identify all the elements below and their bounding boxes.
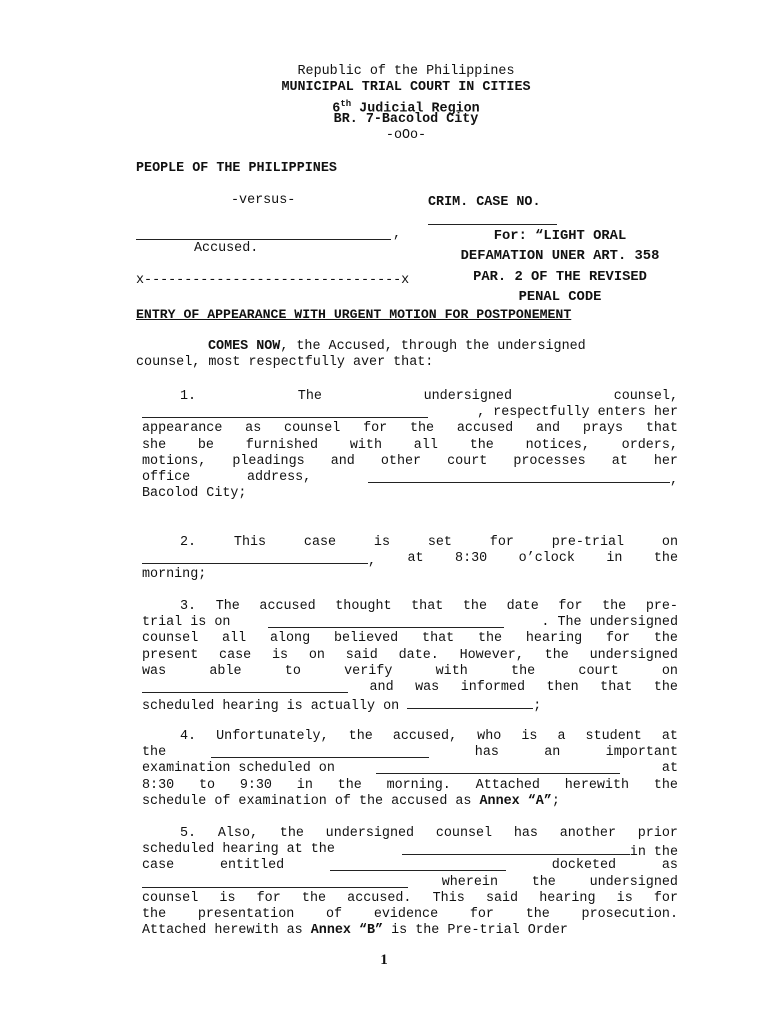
text-word: evidence [373, 906, 439, 922]
text-word: trial is on [142, 615, 231, 631]
text-word: address, [246, 469, 312, 485]
text-word: Bacolod City; [142, 486, 247, 502]
page-number: 1 [380, 952, 388, 968]
text-word: the [653, 551, 678, 567]
text-word: has [513, 826, 538, 841]
text-word: the [653, 679, 678, 695]
believed-date-blank[interactable] [268, 615, 504, 628]
text-word: all [222, 631, 247, 647]
text-word: believed [333, 631, 399, 647]
text-word: for [605, 631, 631, 647]
offense-line: PENAL CODE [518, 289, 602, 305]
text-word: set [427, 535, 452, 550]
text-word: to [198, 777, 216, 793]
text-word: verify [344, 663, 393, 679]
text-word: for [256, 890, 281, 906]
text-word: is the Pre-trial Order [383, 923, 568, 939]
text-word: presentation [197, 906, 295, 922]
text-word: is [373, 535, 390, 550]
caption-separator: x--------------------------------x [136, 273, 410, 288]
text-word: her [653, 453, 678, 469]
text-word: for [363, 421, 388, 437]
text-word: docketed [551, 858, 617, 874]
text-word: an [544, 745, 561, 761]
text-word: morning; [142, 567, 207, 583]
offense-line: For: “LIGHT ORAL [493, 229, 627, 244]
text-word: at [407, 551, 424, 567]
text-word: for [489, 535, 514, 550]
accused-name-blank[interactable] [136, 239, 391, 240]
text-word: the [301, 890, 327, 906]
exam-date-blank[interactable] [376, 761, 620, 774]
intro-text: , the Accused, through the undersigned [280, 339, 586, 354]
text-word: orders, [621, 437, 678, 453]
text-word: on [661, 663, 678, 679]
region-text: Judicial Region [351, 101, 480, 117]
text-word: is [616, 890, 633, 906]
text-word: counsel [142, 631, 199, 647]
text-word: 9:30 [239, 777, 272, 793]
text-word: a [557, 729, 566, 744]
text-word: that [411, 599, 444, 614]
text-word: undersigned [423, 389, 512, 404]
text-word: is [219, 890, 236, 906]
text-word: hearing [539, 890, 596, 906]
text-word: other [380, 453, 422, 469]
text-word: the [531, 874, 556, 890]
actual-hearing-date-blank[interactable] [407, 696, 533, 709]
versus: -versus- [231, 193, 296, 208]
text-word: the [348, 729, 373, 744]
text-word: the [602, 599, 627, 614]
text-word: 5. [180, 826, 197, 841]
prior-hearing-court-blank[interactable] [402, 842, 630, 855]
text-word: the [142, 745, 167, 761]
text-word: the [337, 777, 362, 793]
text-word: then [546, 679, 579, 695]
region-number: 6 [332, 101, 341, 117]
text-word: . The undersigned [541, 615, 678, 631]
text-word: herewith [564, 777, 630, 793]
text-word: was [142, 663, 167, 679]
text-word: undersigned [325, 826, 415, 841]
text-word: o’clock [518, 551, 575, 567]
text-word: on [661, 535, 678, 550]
text-word: Also, [217, 826, 259, 841]
text-word: wherein [441, 874, 498, 890]
text-word: The [297, 389, 322, 404]
text-word: student [585, 729, 642, 744]
text-word: accused [456, 421, 514, 437]
text-word: pre-trial [551, 535, 625, 550]
text-word: pleadings [232, 453, 305, 469]
text-word: for [653, 890, 678, 906]
accused-comma: , [393, 227, 402, 242]
case-no-label: CRIM. CASE NO. [428, 195, 541, 210]
text-word: processes [513, 453, 586, 469]
text-word: , [368, 554, 377, 570]
text-word: is [271, 647, 289, 663]
text-word: date. [398, 647, 439, 663]
text-word: furnished [245, 437, 319, 453]
header-republic: Republic of the Philippines [297, 64, 515, 79]
text-word: ; [551, 793, 560, 809]
text-word: , respectfully enters her [477, 405, 678, 421]
text-word: the [142, 906, 167, 922]
text-word: This [432, 890, 465, 906]
verify-date-blank[interactable] [142, 680, 348, 693]
intro-text-line2: counsel, most respectfully aver that: [136, 355, 434, 371]
paragraph-5 [142, 826, 678, 939]
text-word: accused, [392, 729, 458, 744]
text-word: and [535, 421, 561, 437]
text-word: at [611, 453, 628, 469]
text-word: able [209, 663, 242, 679]
text-word: that [422, 631, 455, 647]
text-word: Attached [475, 777, 540, 793]
text-word: on [308, 647, 325, 663]
text-word: schedule of examination of the accused as [142, 793, 480, 809]
counsel-name-blank[interactable] [142, 405, 428, 418]
text-word: at [661, 761, 678, 777]
text-word: with [435, 663, 468, 679]
intro-bold: COMES NOW [208, 339, 281, 354]
text-word: of [326, 906, 343, 922]
text-word: the [462, 599, 487, 614]
region-superscript: th [340, 99, 352, 109]
text-word: all [413, 437, 438, 453]
header-branch: BR. 7-Bacolod City [333, 112, 479, 127]
text-word: the [653, 631, 678, 647]
text-word: for [558, 599, 583, 614]
text-word: present [142, 647, 199, 663]
document-title: ENTRY OF APPEARANCE WITH URGENT MOTION FOR POSTPONEMENT [136, 307, 572, 322]
text-word: at [661, 729, 678, 744]
text-word: 3. [180, 599, 197, 614]
text-word: counsel, [613, 389, 678, 404]
text-word: the [469, 437, 494, 453]
offense-description [424, 227, 696, 308]
text-word: 8:30 [455, 551, 488, 567]
text-word: informed [460, 679, 526, 695]
text-word: as [661, 858, 678, 874]
text-word: undersigned [589, 647, 678, 663]
text-word: counsel [142, 890, 199, 906]
text-word: said [345, 647, 378, 663]
text-word: scheduled hearing is actually on [142, 699, 400, 715]
text-word: hearing [525, 631, 583, 647]
text-word: in the [629, 845, 678, 861]
text-word: case [303, 535, 337, 550]
text-word: court [447, 453, 488, 469]
text-word: 2. [180, 535, 197, 550]
text-word: Attached herewith as [142, 923, 311, 939]
text-word: was [415, 679, 440, 695]
paragraph-1 [142, 389, 678, 502]
text-word: the [511, 663, 536, 679]
text-word: counsel [284, 421, 341, 437]
text-word: important [605, 745, 678, 761]
text-word: has [474, 745, 499, 761]
accused-label: Accused. [194, 241, 259, 256]
text-word: entitled [219, 858, 285, 874]
office-address-blank[interactable] [368, 470, 670, 483]
text-word: scheduled hearing at the [142, 842, 335, 858]
text-word: prior [637, 826, 678, 841]
text-word: accused [259, 599, 316, 614]
annex-b: Annex “B” [310, 923, 384, 939]
text-word: , [669, 472, 678, 488]
paragraph-3 [142, 599, 678, 715]
text-word: the [653, 777, 678, 793]
text-word: office [142, 469, 191, 485]
text-word: prosecution. [581, 906, 678, 922]
text-word: notices, [525, 437, 590, 453]
case-no-blank[interactable] [428, 224, 557, 225]
docket-number-blank[interactable] [142, 875, 408, 888]
intro-paragraph [136, 339, 678, 371]
text-word: 8:30 [142, 777, 175, 793]
text-word: prays [582, 421, 624, 437]
text-word: thought [335, 599, 392, 614]
text-word: as [245, 421, 262, 437]
text-word: accused. [347, 890, 412, 906]
text-word: and [369, 679, 394, 695]
paragraph-4 [142, 729, 678, 810]
text-word: case [219, 647, 252, 663]
text-word: case [142, 858, 175, 874]
text-word: the [525, 906, 550, 922]
plaintiff: PEOPLE OF THE PHILIPPINES [136, 161, 337, 176]
text-word: The [215, 599, 240, 614]
text-word: for [469, 906, 494, 922]
text-word: to [284, 663, 301, 679]
offense-line: PAR. 2 OF THE REVISED [473, 269, 647, 285]
text-word: court [578, 663, 619, 679]
text-word: be [197, 437, 214, 453]
pretrial-date-blank[interactable] [142, 551, 368, 564]
text-word: that [600, 679, 633, 695]
text-word: ; [533, 699, 542, 715]
text-word: date [506, 599, 539, 614]
text-word: who [477, 729, 502, 744]
text-word: said [485, 890, 519, 906]
text-word: the [477, 631, 503, 647]
text-word: along [269, 631, 311, 647]
text-word: in [296, 777, 313, 793]
text-word: the [409, 421, 435, 437]
text-word: motions, [142, 453, 207, 469]
text-word: counsel [435, 826, 493, 841]
text-word: in [606, 551, 623, 567]
text-word: morning. [386, 777, 451, 793]
case-title-blank[interactable] [330, 858, 506, 871]
text-word: the [544, 647, 569, 663]
header-court: MUNICIPAL TRIAL COURT IN CITIES [281, 80, 531, 95]
text-word: appearance [142, 421, 223, 437]
text-word: the [279, 826, 304, 841]
text-word: she [142, 437, 167, 453]
text-word: and [330, 453, 355, 469]
text-word: 4. [180, 729, 197, 744]
text-word: pre- [645, 599, 678, 614]
text-word: This [233, 535, 267, 550]
annex-a: Annex “A” [479, 793, 552, 809]
text-word: is [521, 729, 538, 744]
offense-line: DEFAMATION UNER ART. 358 [460, 249, 660, 265]
text-word: 1. [180, 389, 197, 404]
text-word: with [349, 437, 383, 453]
text-word: undersigned [589, 874, 678, 890]
text-word: Unfortunately, [216, 729, 329, 744]
text-word: another [559, 826, 616, 841]
text-word: examination scheduled on [142, 761, 335, 777]
paragraph-2 [142, 535, 678, 584]
text-word: However, [459, 647, 524, 663]
text-word: that [645, 421, 678, 437]
header-divider: -oOo- [385, 128, 427, 143]
school-name-blank[interactable] [211, 745, 429, 758]
